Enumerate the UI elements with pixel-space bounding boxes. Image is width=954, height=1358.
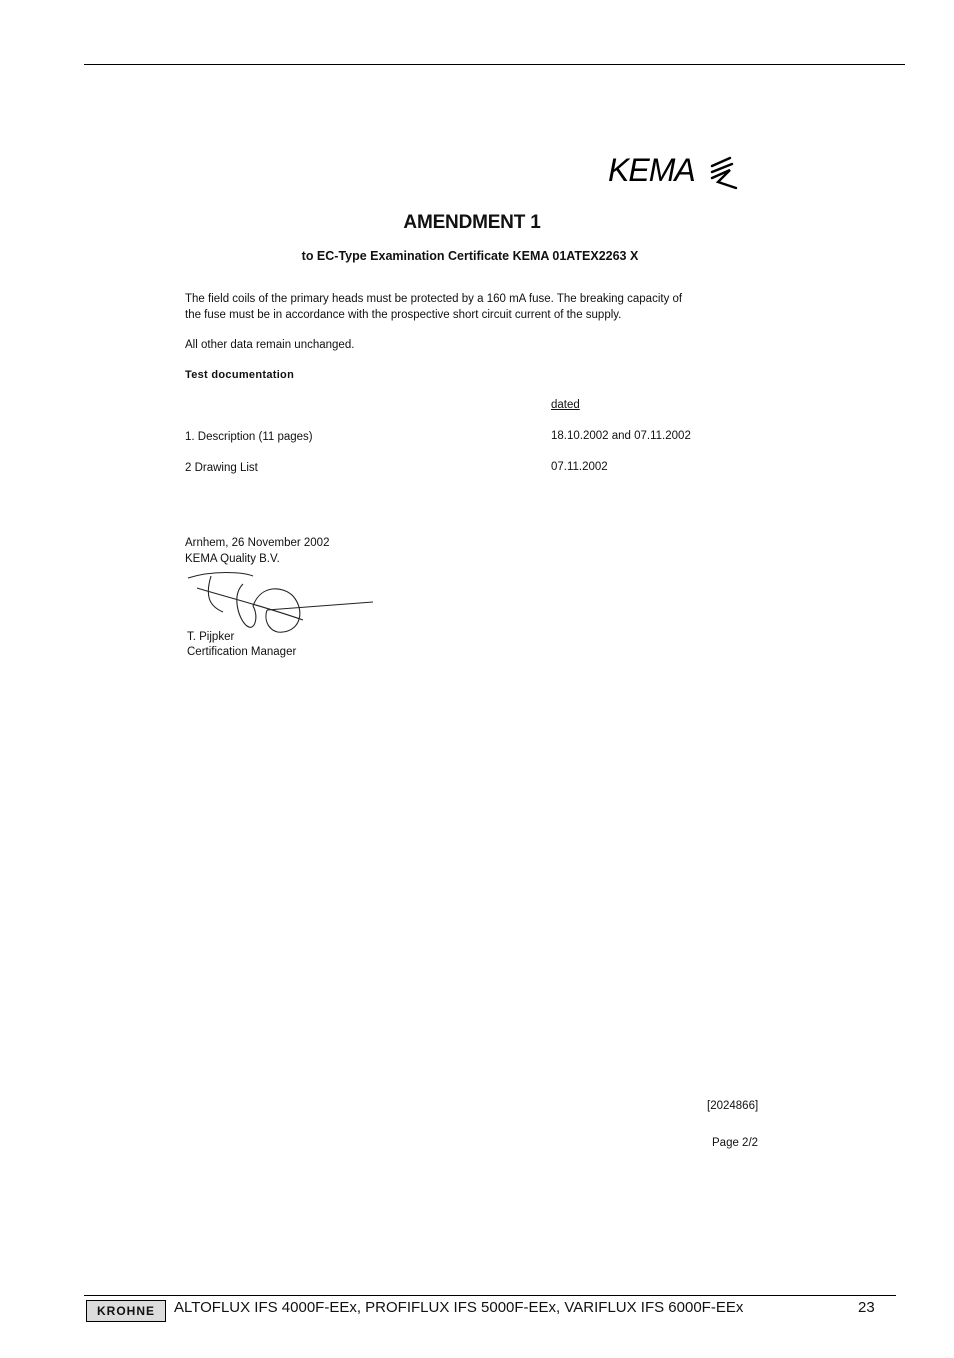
body-line-2: the fuse must be in accordance with the prospective short circuit current of the supply. (185, 309, 622, 321)
kema-lightning-icon (708, 152, 742, 192)
footer-page-number: 23 (858, 1299, 875, 1316)
document-date-1: 18.10.2002 and 07.11.2002 (551, 430, 691, 442)
header-rule (84, 64, 905, 65)
document-item-2: 2 Drawing List (185, 462, 258, 474)
body-line-1: The field coils of the primary heads must be protected by a 160 mA fuse. The breaking capacity of (185, 293, 683, 305)
test-documentation-label: Test documentation (185, 369, 295, 381)
kema-logo (608, 150, 748, 194)
other-data-text: All other data remain unchanged. (185, 339, 355, 351)
krohne-logo: KROHNE (86, 1300, 166, 1322)
footer-product-line: ALTOFLUX IFS 4000F-EEx, PROFIFLUX IFS 5000F-EEx, VARIFLUX IFS 6000F-EEx (174, 1299, 744, 1316)
body-paragraph (185, 291, 765, 323)
kema-logo-text: KEMA (608, 152, 695, 188)
company-name: KEMA Quality B.V. (185, 553, 280, 565)
document-item-1: 1. Description (11 pages) (185, 431, 313, 443)
place-date: Arnhem, 26 November 2002 (185, 537, 330, 549)
document-date-2: 07.11.2002 (551, 461, 608, 473)
amendment-title: AMENDMENT 1 (403, 212, 541, 233)
certificate-subtitle: to EC-Type Examination Certificate KEMA 01ATEX2263 X (301, 249, 639, 263)
dated-header: dated (551, 399, 580, 411)
signatory-role: Certification Manager (187, 646, 297, 658)
signatory-name: T. Pijpker (187, 631, 235, 643)
page-label: Page 2/2 (712, 1137, 759, 1149)
footer-rule (84, 1295, 896, 1296)
reference-number: [2024866] (707, 1100, 759, 1112)
